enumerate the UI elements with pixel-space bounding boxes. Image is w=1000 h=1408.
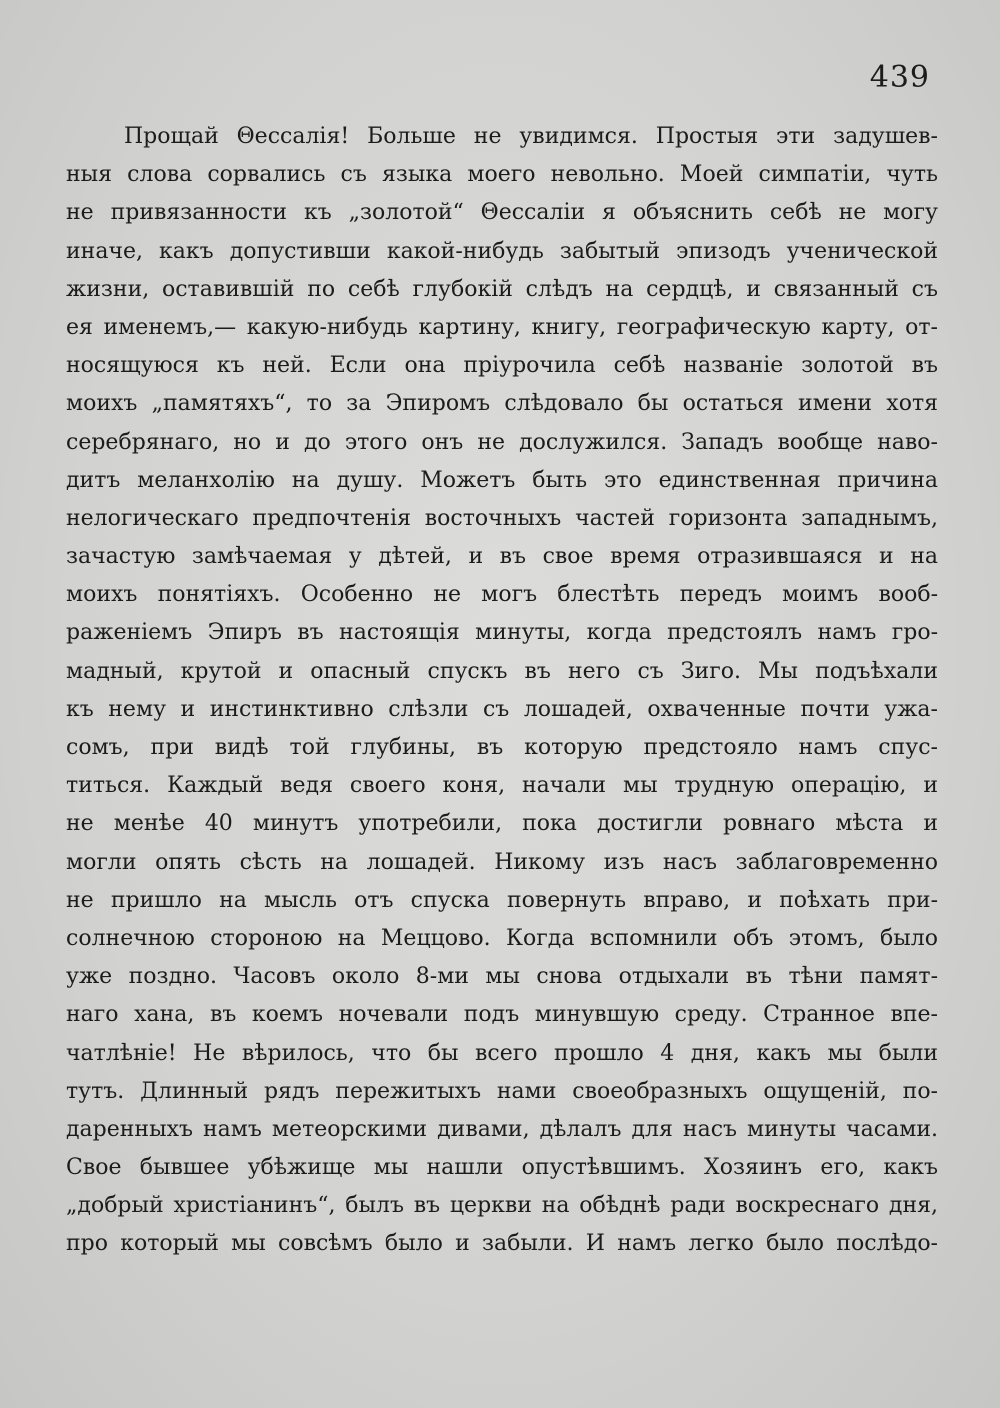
text-line: моихъ „памятяхъ“, то за Эпиромъ слѣдовало бы остаться имени хотя [66,391,938,417]
text-line: ея именемъ,— какую-нибудь картину, книгу, географическую карту, от- [66,314,938,340]
text-line: „добрый христіанинъ“, былъ въ церкви на обѣднѣ ради воскреснаго дня, [66,1193,938,1219]
text-line: титься. Каждый ведя своего коня, начали мы трудную операцію, и [66,773,938,799]
text-line: нелогическаго предпочтенія восточныхъ частей горизонта западнымъ, [66,505,938,531]
text-line: мадный, крутой и опасный спускъ въ него съ Зиго. Мы подъѣхали [66,658,938,684]
text-line: носящуюся къ ней. Если она пріурочила себѣ названіе золотой въ [66,353,938,379]
text-line: не менѣе 40 минутъ употребили, пока достигли ровнаго мѣста и [66,811,938,837]
text-line: къ нему и инстинктивно слѣзли съ лошадей, охваченные почти ужа- [66,696,938,722]
text-line: про который мы совсѣмъ было и забыли. И намъ легко было послѣдо- [66,1231,938,1257]
text-line: Свое бывшее убѣжище мы нашли опустѣвшимъ. Хозяинъ его, какъ [66,1155,938,1181]
text-line: тутъ. Длинный рядъ пережитыхъ нами своеобразныхъ ощущеній, по- [66,1078,938,1104]
text-line: иначе, какъ допустивши какой-нибудь забытый эпизодъ ученической [66,238,938,264]
text-line: раженіемъ Эпиръ въ настоящія минуты, когда предстоялъ намъ гро- [66,620,938,646]
text-line: Прощай Θессалія! Больше не увидимся. Простыя эти задушев- [124,124,938,149]
text-line: наго хана, въ коемъ ночевали подъ минувшую среду. Странное впе- [66,1002,938,1028]
text-line: зачастую замѣчаемая у дѣтей, и въ свое время отразившаяся и на [66,544,938,570]
text-line: чатлѣніе! Не вѣрилось, что бы всего прошло 4 дня, какъ мы были [66,1040,938,1066]
text-line: дитъ меланхолію на душу. Можетъ быть это единственная причина [66,467,938,493]
text-line: жизни, оставившій по себѣ глубокій слѣдъ на сердцѣ, и связанный съ [66,276,938,302]
text-line: ныя слова сорвались съ языка моего невольно. Моей симпатіи, чуть [66,162,938,188]
text-line: уже поздно. Часовъ около 8-ми мы снова отдыхали въ тѣни памят- [66,964,938,990]
text-line: не пришло на мысль отъ спуска повернуть вправо, и поѣхать при- [66,887,938,913]
body-text [66,118,938,1264]
text-line: солнечною стороною на Меццово. Когда вспомнили объ этомъ, было [66,925,938,951]
text-line: сомъ, при видѣ той глубины, въ которую предстояло намъ спус- [66,735,938,760]
text-line: серебрянаго, но и до этого онъ не дослужился. Западъ вообще наво- [66,429,938,455]
text-line: не привязанности къ „золотой“ Θессаліи я объяснить себѣ не могу [66,200,938,226]
page-number: 439 [869,60,930,95]
text-line: могли опять сѣсть на лошадей. Никому изъ насъ заблаговременно [66,849,938,875]
text-line: даренныхъ намъ метеорскими дивами, дѣлалъ для насъ минуты часами. [66,1116,938,1142]
text-line: моихъ понятіяхъ. Особенно не могъ блестѣть передъ моимъ вооб- [66,582,938,608]
